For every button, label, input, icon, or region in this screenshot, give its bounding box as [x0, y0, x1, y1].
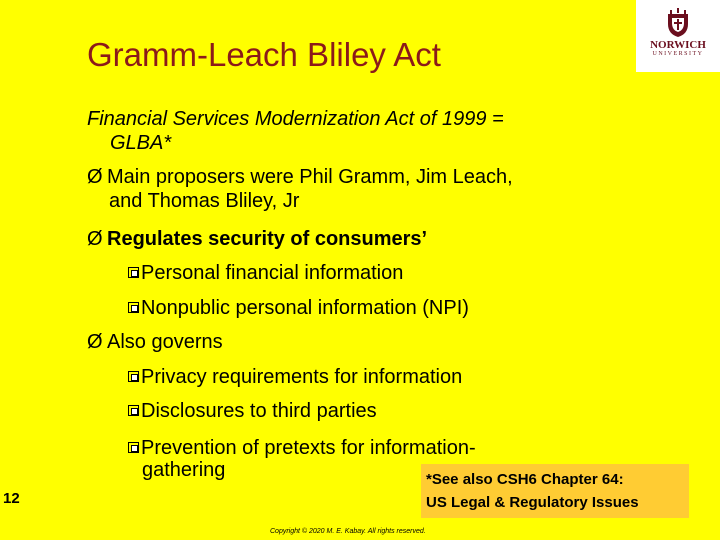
sub-bullet-personal: [128, 261, 403, 285]
sub-bullet-text: Disclosures to third parties: [141, 400, 377, 422]
page-number: 12: [3, 490, 20, 507]
arrow-bullet-icon: Ø: [87, 166, 103, 188]
logo-subtitle: UNIVERSITY: [652, 51, 704, 57]
bullet-governs: [87, 330, 223, 354]
sub-bullet-text: Privacy requirements for information: [141, 366, 463, 388]
bullet-text: Also governs: [107, 331, 223, 353]
intro-line-1: Financial Services Modernization Act of 1999 =: [87, 108, 504, 130]
checkbox-bullet-icon: [128, 442, 139, 453]
bullet-regulates: [87, 227, 427, 251]
sub-bullet-text: Prevention of pretexts for information-: [141, 437, 476, 459]
note-line-2: US Legal & Regulatory Issues: [426, 494, 639, 511]
reference-note: [421, 464, 689, 518]
checkbox-bullet-icon: [128, 267, 139, 278]
arrow-bullet-icon: Ø: [87, 228, 103, 250]
bullet-proposers-cont: and Thomas Bliley, Jr: [109, 190, 300, 212]
norwich-university-logo: [636, 0, 720, 72]
bullet-proposers: [87, 165, 513, 189]
checkbox-bullet-icon: [128, 405, 139, 416]
checkbox-bullet-icon: [128, 371, 139, 382]
sub-bullet-privacy: [128, 365, 462, 389]
checkbox-bullet-icon: [128, 302, 139, 313]
sub-bullet-npi: [128, 296, 469, 320]
sub-bullet-pretexts-cont: gathering: [142, 459, 226, 481]
bullet-text: Regulates security of consumers’: [107, 228, 428, 250]
sub-bullet-pretexts: [128, 436, 476, 460]
bullet-text: Main proposers were Phil Gramm, Jim Leach,: [107, 166, 513, 188]
copyright-notice: Copyright © 2020 M. E. Kabay. All rights reserved.: [270, 528, 426, 535]
crest-icon: [665, 8, 691, 38]
note-line-1: *See also CSH6 Chapter 64:: [426, 471, 624, 488]
sub-bullet-text: Nonpublic personal information (NPI): [141, 297, 469, 319]
intro-line-2: GLBA*: [110, 132, 172, 154]
arrow-bullet-icon: Ø: [87, 331, 103, 353]
logo-name: NORWICH: [650, 39, 706, 51]
slide-title: Gramm-Leach Bliley Act: [87, 36, 441, 73]
sub-bullet-text: Personal financial information: [141, 262, 404, 284]
sub-bullet-disclosures: [128, 399, 377, 423]
